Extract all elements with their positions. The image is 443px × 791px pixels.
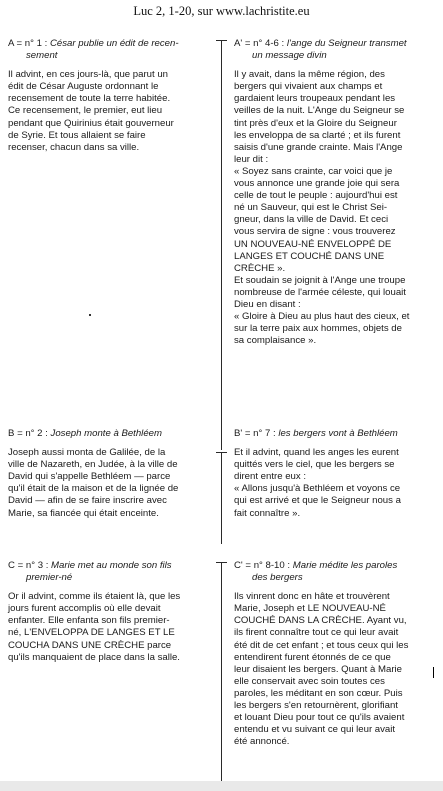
divider-bottom <box>221 562 222 784</box>
section-a-title-cont: sement <box>26 50 58 62</box>
section-c-heading <box>8 560 211 584</box>
divider-tick <box>216 40 227 41</box>
section-a-title: César publie un édit de recen- <box>49 38 179 49</box>
text-line: Il advint, en ces jours-là, que parut un <box>8 69 168 81</box>
text-line: « Gloire à Dieu au plus haut des cieux, et <box>234 311 410 323</box>
text-line: Or il advint, comme ils étaient là, que les <box>8 591 181 603</box>
text-line: vous annonce une grande joie qui sera <box>234 178 400 190</box>
text-line: Ce recensement, le premier, eut lieu <box>8 105 163 117</box>
text-line: qui est arrivé et que le Seigneur nous a <box>234 495 401 507</box>
text-line: vous servira de signe : vous trouverez <box>234 226 396 238</box>
section-b-prime-label: B' = n° 7 : <box>234 428 276 439</box>
section-b-prime-title: les bergers vont à Bethléem <box>278 428 398 439</box>
section-c <box>8 560 211 666</box>
text-line: qu'il était de la maison et de la lignée de <box>8 483 179 495</box>
text-line: elle conservait avec soin toutes ces <box>234 675 385 687</box>
text-line: tint près d'eux et la Gloire du Seigneur <box>234 117 397 129</box>
text-line: ils firent connaître tout ce qui leur avait <box>234 627 399 639</box>
text-line: Il y avait, dans la même région, des <box>234 69 385 81</box>
text-line: gneur, dans la ville de David. Et ceci <box>234 214 389 226</box>
section-a-prime-label: A' = n° 4-6 : <box>234 38 285 49</box>
divider-top <box>221 40 222 450</box>
text-line: David — afin de se faire inscrire avec <box>8 495 167 507</box>
text-line: Et soudain se joignit à l'Ange une troupe <box>234 274 406 286</box>
text-cursor <box>433 667 434 678</box>
text-line: celle de tout le peuple : aujourd'hui est <box>234 190 398 202</box>
section-b-prime <box>234 428 435 522</box>
text-line: les bergers s'en retournèrent, glorifiant <box>234 700 398 712</box>
section-a-text <box>8 69 211 154</box>
section-c-prime-heading <box>234 560 435 584</box>
section-a-prime-title-cont: un message divin <box>252 50 327 62</box>
text-line: COUCHA DANS UNE CRÈCHE parce <box>8 639 172 651</box>
section-b-heading <box>8 428 211 440</box>
section-b-text <box>8 447 211 520</box>
text-line: LANGES ET COUCHÉ DANS UNE <box>234 250 385 262</box>
section-b <box>8 428 211 522</box>
section-a-prime-title: l'ange du Seigneur transmet <box>286 38 407 49</box>
text-line: Dieu en disant : <box>234 298 301 310</box>
text-line: David qui s'appelle Bethléem — parce <box>8 471 171 483</box>
text-line: sa complaisance ». <box>234 335 317 347</box>
section-b-label: B = n° 2 : <box>8 428 48 439</box>
section-a-prime-heading <box>234 38 435 62</box>
section-c-prime-label: C' = n° 8-10 : <box>234 560 291 571</box>
text-line: dirent entre eux : <box>234 471 306 483</box>
text-line: Et il advint, quand les anges les eurent <box>234 447 399 459</box>
text-line: recenser, chacun dans sa ville. <box>8 141 140 153</box>
text-line: de Syrie. Et tous allaient se faire <box>8 129 146 141</box>
section-b-title: Joseph monte à Bethléem <box>50 428 162 439</box>
text-line: nombreuse de l'armée céleste, qui louait <box>234 286 406 298</box>
section-c-label: C = n° 3 : <box>8 560 49 571</box>
page-title: Luc 2, 1-20, sur www.lachristite.eu <box>133 4 310 18</box>
text-line: ville de Nazareth, en Judée, à la ville de <box>8 459 178 471</box>
text-line: leur dit : <box>234 153 269 165</box>
section-c-prime-text <box>234 591 435 748</box>
text-line: UN NOUVEAU-NÉ ENVELOPPÉ DE <box>234 238 392 250</box>
divider-middle <box>221 452 222 544</box>
text-line: paroles, les méditant en son cœur. Puis <box>234 687 403 699</box>
section-b-prime-text <box>234 447 435 520</box>
text-line: recensement de toute la terre habitée. <box>8 93 171 105</box>
text-line: Joseph aussi monta de Galilée, de la <box>8 447 166 459</box>
text-line: bergers qui vivaient aux champs et <box>234 81 383 93</box>
divider-tick <box>216 562 227 563</box>
text-line: qu'ils manquaient de place dans la salle. <box>8 651 180 663</box>
text-line: édit de César Auguste ordonnant le <box>8 81 159 93</box>
text-line: pendant que Quirinius était gouverneur <box>8 117 174 129</box>
section-c-prime-title: Marie médite les paroles <box>292 560 398 571</box>
section-c-prime <box>234 560 435 750</box>
text-line: saisis d'une grande crainte. Mais l'Ange <box>234 141 403 153</box>
text-line: Marie, sa fiancée qui était enceinte. <box>8 507 159 519</box>
section-b-prime-heading <box>234 428 435 440</box>
text-line: jours furent accomplis où elle devait <box>8 603 161 615</box>
section-a <box>8 38 211 156</box>
text-line: Marie, Joseph et LE NOUVEAU-NÉ <box>234 603 386 615</box>
text-line: né un Sauveur, qui est le Christ Sei- <box>234 202 388 214</box>
section-a-prime <box>234 38 435 349</box>
section-a-prime-text <box>234 69 435 347</box>
divider-tick <box>216 452 227 453</box>
text-line: été dit de cet enfant ; et tous ceux qui les <box>234 639 409 651</box>
text-line: « Soyez sans crainte, car voici que je <box>234 165 393 177</box>
text-line: fait connaître ». <box>234 507 301 519</box>
section-a-heading <box>8 38 211 62</box>
text-line: les enveloppa de sa clarté ; et ils furent <box>234 129 401 141</box>
text-line: « Allons jusqu'à Bethléem et voyons ce <box>234 483 401 495</box>
text-line: leur disaient les bergers. Quant à Marie <box>234 663 402 675</box>
section-c-text <box>8 591 211 664</box>
text-line: été annoncé. <box>234 736 290 748</box>
text-line: COUCHÉ DANS LA CRÈCHE. Ayant vu, <box>234 615 407 627</box>
text-line: gardaient leurs troupeaux pendant les <box>234 93 396 105</box>
bottom-scrollbar[interactable] <box>0 781 443 791</box>
text-line: entendirent furent étonnés de ce que <box>234 651 391 663</box>
text-line: entendu et vu suivant ce qui leur avait <box>234 724 396 736</box>
stray-mark <box>89 314 91 316</box>
text-line: né, L'ENVELOPPA DE LANGES ET LE <box>8 627 175 639</box>
text-line: CRÈCHE ». <box>234 262 286 274</box>
text-line: sur la terre paix aux hommes, objets de <box>234 323 402 335</box>
section-c-title-cont: premier-né <box>26 572 73 584</box>
text-line: quittés vers le ciel, que les bergers se <box>234 459 395 471</box>
text-line: Ils vinrent donc en hâte et trouvèrent <box>234 591 390 603</box>
text-line: et louant Dieu pour tout ce qu'ils avaient <box>234 712 405 724</box>
section-c-title: Marie met au monde son fils <box>51 560 172 571</box>
text-line: enfanter. Elle enfanta son fils premier- <box>8 615 170 627</box>
text-line: veilles de la nuit. L'Ange du Seigneur se <box>234 105 405 117</box>
section-a-label: A = n° 1 : <box>8 38 48 49</box>
section-c-prime-title-cont: des bergers <box>252 572 303 584</box>
